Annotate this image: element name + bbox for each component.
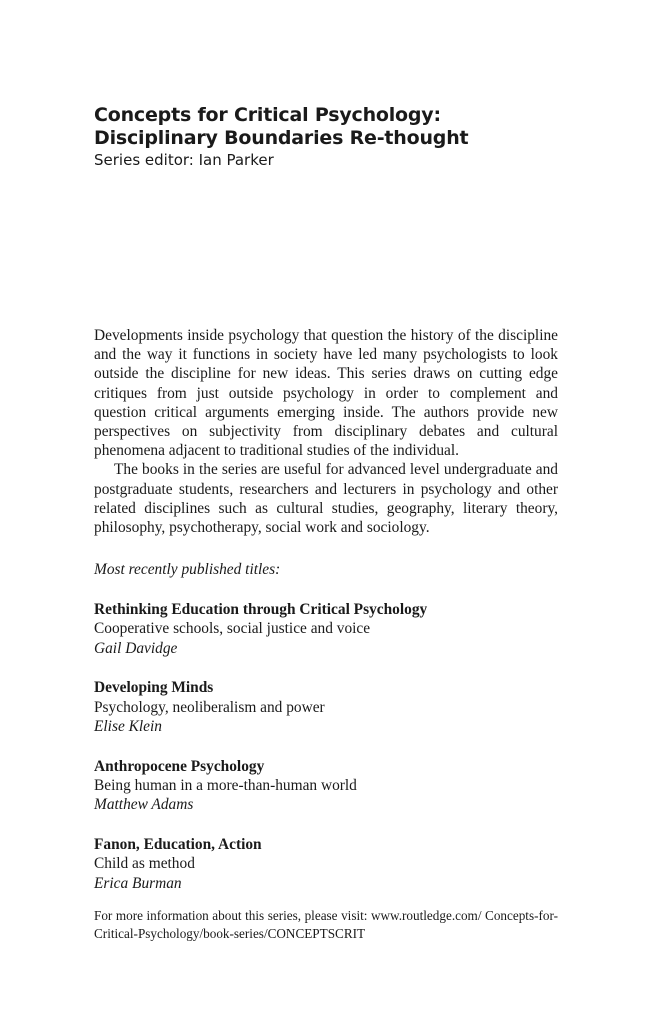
book-item (94, 757, 558, 815)
book-title: Developing Minds (94, 679, 214, 697)
book-subtitle: Being human in a more-than-human world (94, 777, 357, 795)
book-author: Matthew Adams (94, 796, 194, 814)
book-author: Gail Davidge (94, 639, 178, 657)
description-paragraph-2: The books in the series are useful for advanced level undergraduate and postgraduate students, researchers and lecturers in psychology and other related disciplines such as cultural studies, geography, literary theory, philosophy, psychotherapy, social work and sociology. (94, 461, 558, 537)
book-item (94, 600, 558, 658)
book-author: Erica Burman (94, 874, 182, 892)
series-description (94, 326, 558, 537)
book-title: Fanon, Education, Action (94, 836, 262, 854)
book-subtitle: Psychology, neoliberalism and power (94, 698, 325, 716)
book-author: Elise Klein (94, 717, 162, 735)
book-title: Rethinking Education through Critical Psychology (94, 601, 428, 618)
book-subtitle: Cooperative schools, social justice and voice (94, 620, 371, 638)
book-item (94, 678, 558, 736)
recent-titles-heading: Most recently published titles: (94, 561, 281, 578)
book-item (94, 835, 558, 893)
description-paragraph-1: Developments inside psychology that question the history of the discipline and the way it functions in society have led many psychologists to look outside the discipline for new ideas. This series draws on cutting edge critiques from just outside psychology in order to complement and question critical arguments emerging inside. The authors provide new perspectives on subjectivity from disciplinary debates and cultural phenomena adjacent to traditional studies of the individual. (94, 327, 558, 460)
book-list (94, 600, 558, 914)
book-title: Anthropocene Psychology (94, 757, 265, 775)
series-title: Concepts for Critical Psychology: Disciplinary Boundaries Re-thought (94, 104, 469, 149)
series-editor: Series editor: Ian Parker (94, 151, 274, 169)
more-info-text: For more information about this series, please visit: www.routledge.com/ Concepts-for-Critical-Psychology/book-series/CONCEPTSCRIT (94, 908, 558, 941)
book-subtitle: Child as method (94, 855, 195, 873)
page-content (94, 104, 558, 941)
